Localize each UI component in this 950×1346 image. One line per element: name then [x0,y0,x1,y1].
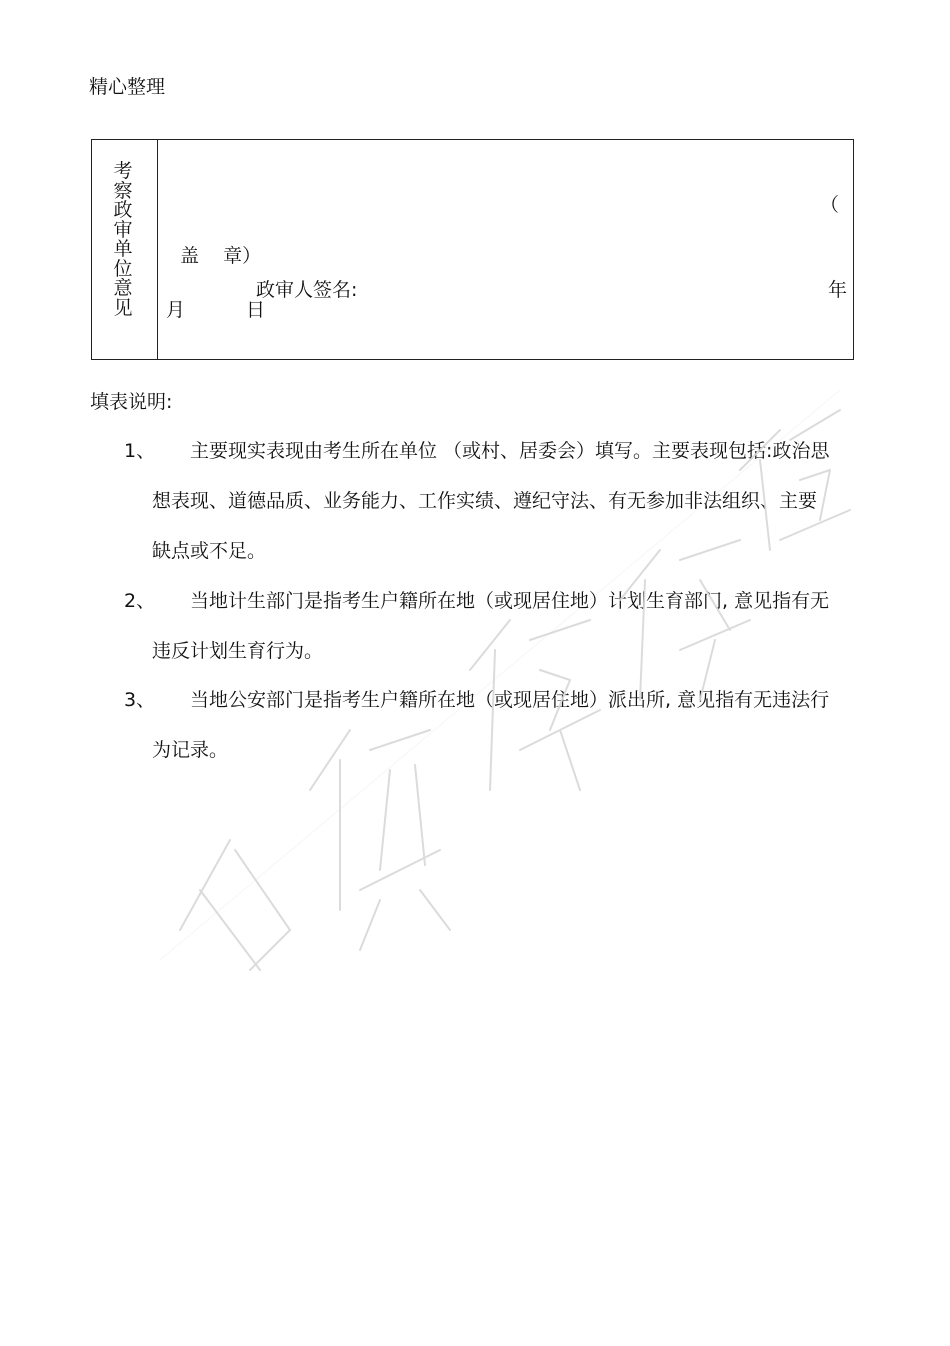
year-label: 年 [827,279,847,301]
instruction-number: 2、 [124,590,156,612]
seal-open-paren: （ [819,194,839,216]
instruction-text: 当地公安部门是指考生户籍所在地（或现居住地）派出所, 意见指有无违法行为记录。 [152,689,830,761]
seal-label: 盖 章） [180,245,262,267]
instruction-number: 3、 [124,689,156,711]
review-table-label-cell [92,140,158,359]
instructions-title: 填表说明: [90,391,173,413]
review-table-content-cell [158,140,853,359]
instruction-text: 当地计生部门是指考生户籍所在地（或现居住地）计划生育部门, 意见指有无违反计划生育行为。 [152,590,830,662]
month-label: 月 [166,299,186,321]
instruction-text: 主要现实表现由考生所在单位 （或村、居委会）填写。主要表现包括:政治思想表现、道德品质、业务能力、工作实绩、遵纪守法、有无参加非法组织、主要缺点或不足。 [152,440,830,562]
signer-label: 政审人签名: [256,279,358,301]
review-table [91,139,854,360]
review-table-label: 考察政审单位意见 [113,160,133,319]
header-note: 精心整理 [89,76,166,98]
day-label: 日 [246,299,266,321]
instruction-number: 1、 [124,440,156,462]
